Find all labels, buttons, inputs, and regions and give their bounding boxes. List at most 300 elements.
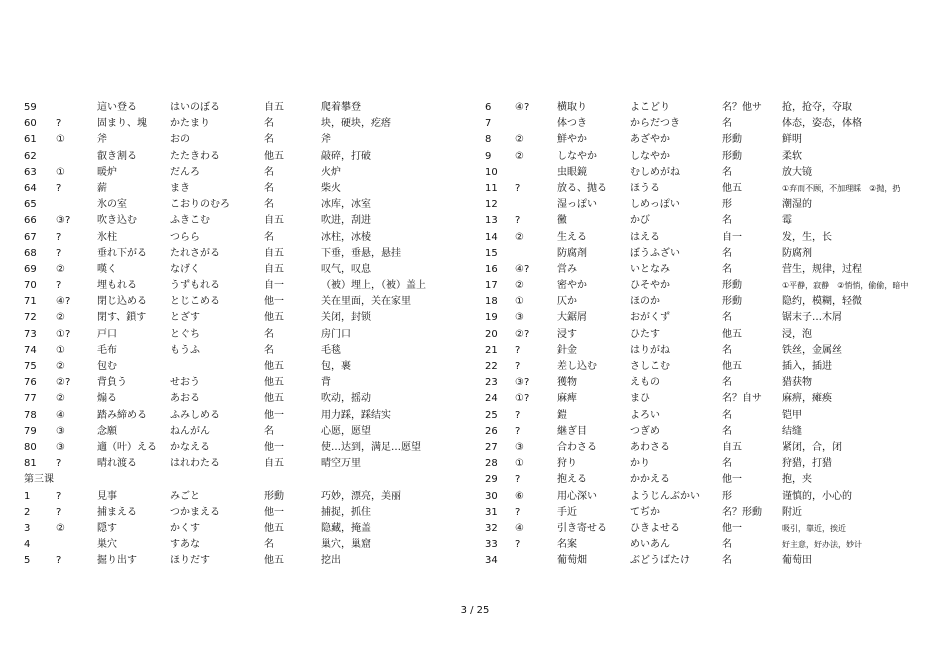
vocab-num: 11 <box>485 182 498 194</box>
vocab-mark: ② <box>56 312 65 324</box>
vocab-kana: えもの <box>630 377 660 389</box>
vocab-word: 鎧 <box>557 409 567 421</box>
vocab-pos: 他五 <box>264 361 284 372</box>
vocab-pos: 形動 <box>722 134 742 146</box>
vocab-word: 閉す、鎖す <box>97 312 147 324</box>
vocab-num: 25 <box>485 409 498 421</box>
vocab-kana: かかえる <box>630 474 670 486</box>
vocab-mean: 隐约，模糊，轻微 <box>782 296 862 308</box>
vocab-kana: むしめがね <box>630 166 680 178</box>
vocab-pos: 形 <box>722 490 732 502</box>
vocab-mark: ① <box>515 458 524 470</box>
vocab-mean: 浸，泡 <box>782 328 812 340</box>
vocab-num: 12 <box>485 199 498 211</box>
vocab-word: 差し込む <box>557 361 597 372</box>
vocab-pos: 他一 <box>264 409 284 421</box>
vocab-pos: 他一 <box>722 522 742 534</box>
vocab-num: 77 <box>24 393 37 405</box>
vocab-num: 14 <box>485 231 498 243</box>
vocab-kana: しなやか <box>630 150 670 162</box>
vocab-word: 放る、抛る <box>557 182 607 194</box>
vocab-mark: ④? <box>515 102 530 113</box>
vocab-num: 18 <box>485 296 498 308</box>
vocab-num: 29 <box>485 474 498 486</box>
vocab-kana: ひたす <box>630 328 660 340</box>
vocab-mark: ② <box>56 522 65 534</box>
vocab-mark: ③ <box>56 441 65 453</box>
vocab-word: 捕まえる <box>97 506 137 518</box>
vocab-mean: 块，硬块，疙瘩 <box>321 118 391 130</box>
vocab-word: 手近 <box>557 506 577 518</box>
vocab-mean: 铠甲 <box>782 409 802 421</box>
vocab-pos: 名？形動 <box>722 506 762 518</box>
vocab-pos: 自五 <box>264 215 284 227</box>
vocab-mark: ② <box>515 231 524 243</box>
vocab-pos: 形動 <box>722 296 742 308</box>
vocab-mark: ②? <box>56 377 71 389</box>
vocab-pos: 名 <box>264 425 274 437</box>
vocab-mark: ? <box>56 280 62 292</box>
vocab-mark: ④? <box>56 296 71 308</box>
vocab-kana: とざす <box>170 312 200 324</box>
vocab-pos: 名 <box>264 134 274 146</box>
vocab-num: 76 <box>24 377 37 389</box>
vocab-num: 69 <box>24 263 37 275</box>
vocab-kana: まひ <box>630 393 650 405</box>
vocab-mean: 包，裹 <box>321 361 351 372</box>
vocab-num: 6 <box>485 102 492 113</box>
vocab-mean: 斧 <box>321 134 331 146</box>
vocab-num: 16 <box>485 263 498 275</box>
vocab-kana: はれわたる <box>170 458 220 470</box>
vocab-num: 74 <box>24 344 37 356</box>
vocab-num: 81 <box>24 458 37 470</box>
vocab-mark: ? <box>515 215 521 227</box>
vocab-mean: 挖出 <box>321 555 341 567</box>
vocab-word: 吹き込む <box>97 215 137 227</box>
vocab-word: 用心深い <box>557 490 597 502</box>
vocab-kana: もうふ <box>170 344 200 356</box>
vocab-pos: 名 <box>264 182 274 194</box>
vocab-mark: ② <box>56 393 65 405</box>
vocab-pos: 他五 <box>722 361 742 372</box>
vocab-word: 晴れ渡る <box>97 458 137 470</box>
vocab-kana: とぐち <box>170 328 200 340</box>
vocab-pos: 名？自サ <box>722 393 762 405</box>
vocab-mark: ② <box>515 134 524 146</box>
vocab-kana: おがくず <box>630 312 670 324</box>
vocab-mark: ? <box>515 506 521 518</box>
vocab-word: 鮮やか <box>557 134 587 146</box>
vocab-word: 煽る <box>97 393 117 405</box>
vocab-pos: 名 <box>722 409 732 421</box>
vocab-pos: 自一 <box>722 231 742 243</box>
vocab-word: 獲物 <box>557 377 577 389</box>
vocab-num: 32 <box>485 522 498 534</box>
vocab-kana: まき <box>170 182 190 194</box>
vocab-mean: 猎获物 <box>782 377 812 389</box>
vocab-num: 65 <box>24 199 37 211</box>
vocab-num: 72 <box>24 312 37 324</box>
vocab-word: 包む <box>97 361 117 372</box>
vocab-mean: 吸引，靠近，挨近 <box>782 523 846 533</box>
vocab-pos: 名 <box>722 166 732 178</box>
vocab-kana: しめっぽい <box>630 199 680 211</box>
vocab-mark: ③ <box>56 425 65 437</box>
vocab-pos: 自五 <box>722 441 742 453</box>
vocab-word: 浸す <box>557 328 577 340</box>
vocab-kana: よこどり <box>630 102 670 113</box>
vocab-kana: ほうる <box>630 182 660 194</box>
vocab-pos: 名 <box>264 118 274 130</box>
vocab-num: 31 <box>485 506 498 518</box>
vocab-mean: 吹进，刮进 <box>321 215 371 227</box>
vocab-kana: なげく <box>170 263 200 275</box>
vocab-num: 15 <box>485 247 498 259</box>
vocab-word: 狩り <box>557 458 577 470</box>
vocab-mean: 毛毯 <box>321 344 341 356</box>
vocab-pos: 他一 <box>264 441 284 453</box>
vocab-word: 湿っぽい <box>557 199 597 211</box>
vocab-num: 79 <box>24 425 37 437</box>
vocab-mean: 潮湿的 <box>782 199 812 211</box>
vocab-pos: 自一 <box>264 280 284 292</box>
vocab-kana: はえる <box>630 231 660 243</box>
vocab-pos: 名 <box>722 247 732 259</box>
vocab-word: 叡き割る <box>97 150 137 162</box>
vocab-word: 掘り出す <box>97 555 137 567</box>
vocab-num: 68 <box>24 247 37 259</box>
vocab-word: 防腐剤 <box>557 247 587 259</box>
vocab-pos: 名 <box>722 215 732 227</box>
vocab-kana: おの <box>170 134 190 146</box>
vocab-kana: てぢか <box>630 506 660 518</box>
vocab-kana: ぶどうばたけ <box>630 555 690 567</box>
vocab-kana: ひそやか <box>630 280 670 292</box>
vocab-num: 66 <box>24 215 37 227</box>
vocab-kana: かり <box>630 458 650 470</box>
vocab-pos: 名 <box>264 231 274 243</box>
vocab-mark: ? <box>515 182 521 194</box>
vocab-mean: 体态，姿态，体格 <box>782 118 862 130</box>
vocab-mean: 晴空万里 <box>321 458 361 470</box>
vocab-kana: いとなみ <box>630 263 670 275</box>
vocab-num: 34 <box>485 555 498 567</box>
vocab-num: 26 <box>485 425 498 437</box>
vocab-kana: ぼうふざい <box>630 247 680 259</box>
vocab-mean: 心愿，愿望 <box>321 425 371 437</box>
vocab-num: 4 <box>24 539 31 551</box>
vocab-pos: 他五 <box>264 312 284 324</box>
vocab-kana: あわさる <box>630 441 670 453</box>
vocab-mark: ④? <box>515 263 530 275</box>
vocab-word: 適（叶）える <box>97 441 157 453</box>
vocab-word: 仄か <box>557 296 577 308</box>
vocab-kana: すあな <box>170 539 200 551</box>
vocab-mean: 冰库，冰室 <box>321 199 371 211</box>
vocab-word: 葡萄畑 <box>557 555 587 567</box>
vocab-word: 踏み締める <box>97 409 147 421</box>
vocab-pos: 名 <box>722 539 732 551</box>
vocab-mark: ? <box>56 118 62 130</box>
vocab-word: 黴 <box>557 215 567 227</box>
vocab-word: 生える <box>557 231 587 243</box>
vocab-kana: みごと <box>170 490 200 502</box>
vocab-mean: 关闭，封锁 <box>321 312 371 324</box>
vocab-num: 75 <box>24 361 37 372</box>
vocab-mark: ③ <box>515 441 524 453</box>
vocab-mark: ③? <box>515 377 530 389</box>
vocab-mark: ? <box>56 182 62 194</box>
vocab-pos: 名 <box>722 377 732 389</box>
vocab-word: 虫眼鏡 <box>557 166 587 178</box>
vocab-word: 氷柱 <box>97 231 117 243</box>
vocab-num: 8 <box>485 134 492 146</box>
vocab-word: 密やか <box>557 280 587 292</box>
vocab-kana: せおう <box>170 377 200 389</box>
vocab-kana: さしこむ <box>630 361 670 372</box>
vocab-word: 隠す <box>97 522 117 534</box>
vocab-word: 這い登る <box>97 102 137 113</box>
vocab-num: 33 <box>485 539 498 551</box>
vocab-kana: かたまり <box>170 118 210 130</box>
vocab-mark: ? <box>515 539 521 551</box>
vocab-mean: 巢穴，巢窟 <box>321 539 371 551</box>
vocab-kana: こおりのむろ <box>170 199 230 211</box>
vocab-mark: ⑥ <box>515 490 524 502</box>
vocab-pos: 名 <box>264 166 274 178</box>
vocab-mean: 防腐剂 <box>782 247 812 259</box>
vocab-kana: ふみしめる <box>170 409 220 421</box>
vocab-mean: 发，生，长 <box>782 231 832 243</box>
vocab-word: 見事 <box>97 490 117 502</box>
vocab-word: 薪 <box>97 182 107 194</box>
vocab-num: 20 <box>485 328 498 340</box>
vocab-num: 61 <box>24 134 37 146</box>
vocab-mark: ? <box>56 231 62 243</box>
vocab-mean: 关在里面，关在家里 <box>321 296 411 308</box>
vocab-kana: ねんがん <box>170 425 210 437</box>
vocab-num: 64 <box>24 182 37 194</box>
vocab-mean: 柴火 <box>321 182 341 194</box>
vocab-num: 59 <box>24 102 37 113</box>
vocab-mark: ? <box>56 506 62 518</box>
vocab-kana: つかまえる <box>170 506 220 518</box>
vocab-word: 麻痺 <box>557 393 577 405</box>
vocab-mean: 鲜明 <box>782 134 802 146</box>
vocab-mean: 冰柱，冰棱 <box>321 231 371 243</box>
vocab-kana: かなえる <box>170 441 210 453</box>
vocab-mark: ② <box>515 280 524 292</box>
vocab-mean: 下垂，垂悬，悬挂 <box>321 247 401 259</box>
vocab-pos: 他五 <box>264 377 284 389</box>
vocab-mean: 结缝 <box>782 425 802 437</box>
vocab-pos: 名 <box>722 263 732 275</box>
vocab-mean: 狩猎，打猎 <box>782 458 832 470</box>
vocab-kana: ほのか <box>630 296 660 308</box>
vocab-mark: ? <box>515 425 521 437</box>
vocab-mean: 捕捉，抓住 <box>321 506 371 518</box>
vocab-mark: ② <box>515 150 524 162</box>
vocab-mark: ? <box>56 458 62 470</box>
vocab-num: 80 <box>24 441 37 453</box>
vocab-mean: 使…达到，满足…愿望 <box>321 441 421 453</box>
vocab-pos: 他一 <box>264 506 284 518</box>
vocab-kana: よろい <box>630 409 660 421</box>
vocab-num: 27 <box>485 441 498 453</box>
vocab-pos: 他五 <box>722 328 742 340</box>
vocab-mean: ①弃而不顾，不加理睬 ②抛，扔 <box>782 183 901 193</box>
vocab-pos: 形動 <box>722 150 742 162</box>
vocab-pos: 自五 <box>264 458 284 470</box>
vocab-mark: ① <box>56 166 65 178</box>
vocab-mean: 谨慎的，小心的 <box>782 490 852 502</box>
vocab-mark: ? <box>515 474 521 486</box>
vocab-kana: あおる <box>170 393 200 405</box>
vocab-word: 嘆く <box>97 263 117 275</box>
vocab-pos: 形動 <box>264 490 284 502</box>
vocab-mark: ? <box>515 409 521 421</box>
vocab-num: 2 <box>24 506 31 518</box>
vocab-word: 巣穴 <box>97 539 117 551</box>
vocab-mean: 背 <box>321 377 331 389</box>
vocab-pos: 名 <box>264 328 274 340</box>
vocab-mean: 紧闭，合，闭 <box>782 441 842 453</box>
vocab-word: 抱える <box>557 474 587 486</box>
vocab-num: 24 <box>485 393 498 405</box>
vocab-pos: 名 <box>264 199 274 211</box>
vocab-pos: 名 <box>722 312 732 324</box>
vocab-mark: ? <box>56 490 62 502</box>
vocab-word: 固まり、塊 <box>97 118 147 130</box>
vocab-mean: 锯末子…木屑 <box>782 312 842 324</box>
vocab-mean: 好主意，好办法，妙计 <box>782 540 862 550</box>
vocab-mark: ② <box>56 361 65 372</box>
vocab-num: 70 <box>24 280 37 292</box>
vocab-pos: 名 <box>722 118 732 130</box>
vocab-kana: うずもれる <box>170 280 220 292</box>
vocab-num: 30 <box>485 490 498 502</box>
page-number: 3 / 25 <box>460 605 490 616</box>
vocab-kana: はりがね <box>630 344 670 356</box>
vocab-kana: めいあん <box>630 539 670 551</box>
vocab-pos: 形動 <box>722 280 742 292</box>
vocab-pos: 名 <box>722 344 732 356</box>
vocab-word: 針金 <box>557 344 577 356</box>
vocab-mean: ①平静，寂静 ②悄悄，偷偷，暗中 <box>782 281 909 291</box>
vocab-mean: 营生，规律，过程 <box>782 263 862 275</box>
vocab-pos: 名 <box>264 539 274 551</box>
vocab-mean: 火炉 <box>321 166 341 178</box>
vocab-word: 営み <box>557 263 577 275</box>
vocab-mark: ? <box>56 555 62 567</box>
vocab-mark: ④ <box>56 409 65 421</box>
vocab-mean: 隐藏，掩盖 <box>321 522 371 534</box>
vocab-num: 17 <box>485 280 498 292</box>
vocab-pos: 名 <box>722 458 732 470</box>
vocab-kana: かくす <box>170 522 200 534</box>
vocab-kana: かび <box>630 215 650 227</box>
vocab-mark: ④ <box>515 522 524 534</box>
vocab-num: 22 <box>485 361 498 372</box>
vocab-mean: 爬着攀登 <box>321 102 361 113</box>
vocab-pos: 名 <box>264 344 274 356</box>
vocab-mark: ③ <box>515 312 524 324</box>
vocab-mean: 插入，插进 <box>782 361 832 372</box>
vocab-pos: 名 <box>722 425 732 437</box>
vocab-mean: 霉 <box>782 215 792 227</box>
vocab-kana: はいのぼる <box>170 102 220 113</box>
vocab-mean: 房门口 <box>321 328 351 340</box>
vocab-num: 23 <box>485 377 498 389</box>
vocab-num: 63 <box>24 166 37 178</box>
vocab-mean: 葡萄田 <box>782 555 812 567</box>
vocab-mark: ? <box>56 247 62 259</box>
vocab-num: 19 <box>485 312 498 324</box>
vocab-mean: 放大镜 <box>782 166 812 178</box>
vocab-pos: 形 <box>722 199 732 211</box>
vocab-num: 7 <box>485 118 492 130</box>
vocab-kana: ほりだす <box>170 555 210 567</box>
vocab-pos: 他一 <box>722 474 742 486</box>
vocab-mark: ①? <box>515 393 530 405</box>
vocab-kana: ひきよせる <box>630 522 680 534</box>
vocab-mark: ②? <box>515 328 530 340</box>
vocab-pos: 他五 <box>264 150 284 162</box>
vocab-word: しなやか <box>557 150 597 162</box>
vocab-mean: 柔软 <box>782 150 802 162</box>
vocab-num: 71 <box>24 296 37 308</box>
vocab-mean: 叹气，叹息 <box>321 263 371 275</box>
vocab-kana: ふきこむ <box>170 215 210 227</box>
vocab-word: 埋もれる <box>97 280 137 292</box>
vocab-word: 念願 <box>97 425 117 437</box>
vocab-word: 継ぎ目 <box>557 425 587 437</box>
vocab-kana: とじこめる <box>170 296 220 308</box>
vocab-mark: ①? <box>56 328 71 340</box>
vocab-mark: ② <box>56 263 65 275</box>
vocab-word: 閉じ込める <box>97 296 147 308</box>
vocab-num: 5 <box>24 555 31 567</box>
vocab-num: 10 <box>485 166 498 178</box>
vocab-mark: ③? <box>56 215 71 227</box>
vocab-word: 斧 <box>97 134 107 146</box>
vocab-num: 60 <box>24 118 37 130</box>
vocab-word: 横取り <box>557 102 587 113</box>
vocab-num: 13 <box>485 215 498 227</box>
vocab-word: 背負う <box>97 377 127 389</box>
vocab-kana: たれさがる <box>170 247 220 259</box>
vocab-kana: からだつき <box>630 118 680 130</box>
vocab-mean: （被）埋上，（被）盖上 <box>321 280 426 292</box>
vocab-kana: だんろ <box>170 166 200 178</box>
vocab-pos: 自五 <box>264 263 284 275</box>
vocab-mean: 用力踩，踩结实 <box>321 409 391 421</box>
vocab-word: 暖炉 <box>97 166 117 178</box>
vocab-word: 引き寄せる <box>557 522 607 534</box>
vocab-pos: 名 <box>722 555 732 567</box>
vocab-mean: 麻痹，瘫痪 <box>782 393 832 405</box>
vocab-mean: 巧妙，漂亮，美丽 <box>321 490 401 502</box>
vocab-word: 大鋸屑 <box>557 312 587 324</box>
vocab-mean: 附近 <box>782 506 802 518</box>
vocab-word: 戸口 <box>97 328 117 340</box>
vocab-pos: 他五 <box>264 393 284 405</box>
vocab-kana: ようじんぶかい <box>630 490 700 502</box>
vocab-num: 67 <box>24 231 37 243</box>
vocab-mean: 铁丝，金属丝 <box>782 344 842 356</box>
vocab-mean: 抱，夹 <box>782 474 812 486</box>
